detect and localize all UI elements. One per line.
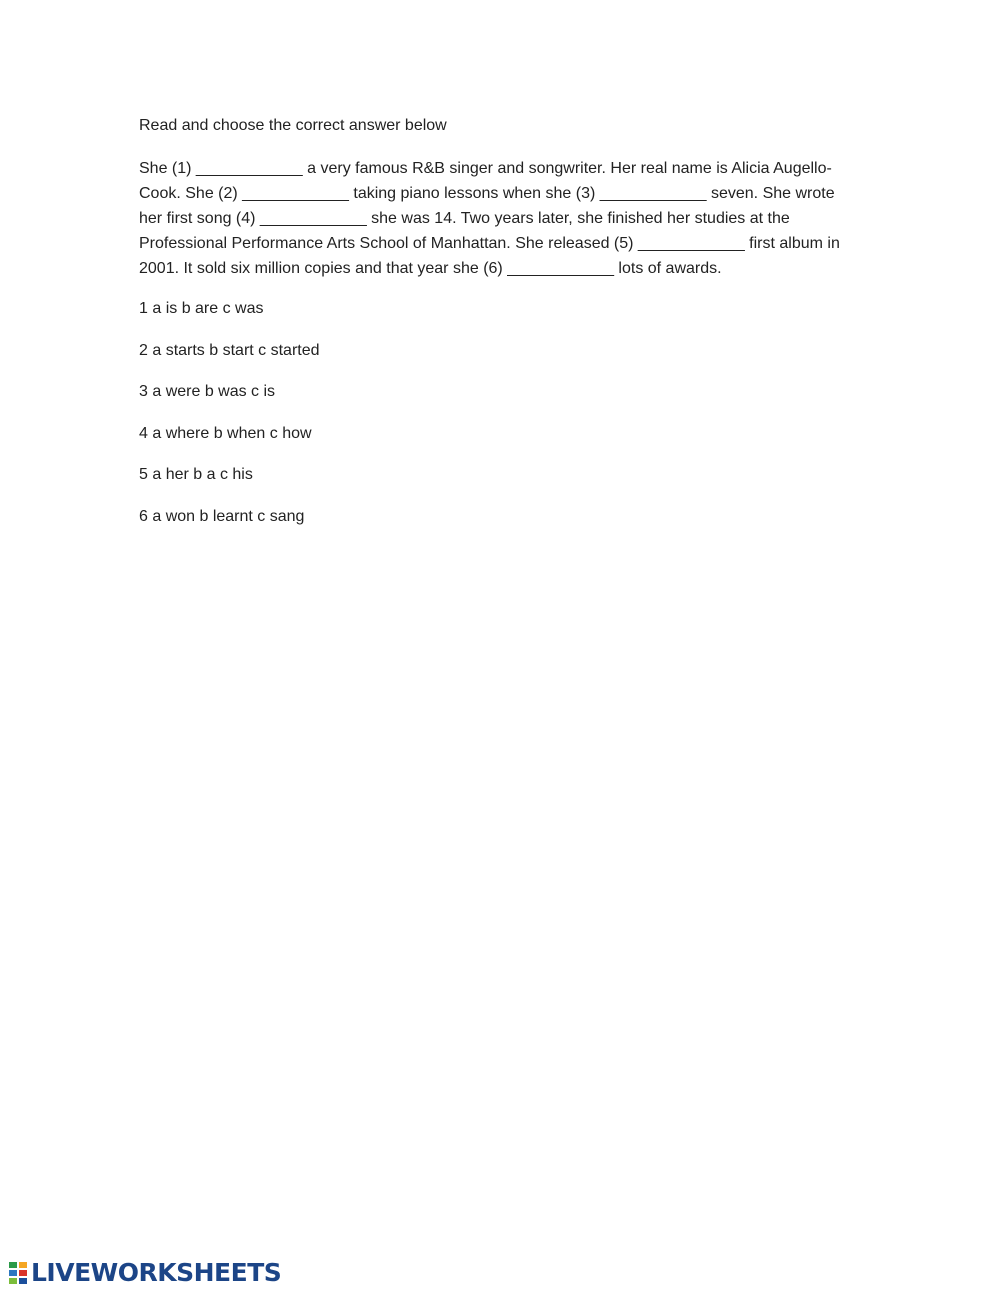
instruction-text: Read and choose the correct answer below <box>139 117 447 134</box>
passage-line: 2001. It sold six million copies and that year she (6) ____________ lots of awards. <box>139 260 722 277</box>
passage-line: She (1) ____________ a very famous R&B singer and songwriter. Her real name is Alicia Augello- <box>139 160 832 177</box>
liveworksheets-logo <box>8 1259 281 1287</box>
liveworksheets-logo-icon <box>8 1261 28 1285</box>
answer-option-3: 3 a were b was c is <box>139 383 276 400</box>
logo-wordmark: LIVEWORKSHEETS <box>31 1258 282 1287</box>
answer-option-5: 5 a her b a c his <box>139 466 253 483</box>
reading-passage <box>139 156 869 281</box>
answer-option-4: 4 a where b when c how <box>139 424 312 442</box>
answer-option-1: 1 a is b are c was <box>139 300 264 317</box>
answer-option-6: 6 a won b learnt c sang <box>139 507 305 525</box>
passage-line: Professional Performance Arts School of Manhattan. She released (5) ____________ first album in <box>139 235 840 252</box>
passage-line: Cook. She (2) ____________ taking piano lessons when she (3) ____________ seven. She wrote <box>139 185 835 202</box>
answer-options-list <box>139 298 320 547</box>
passage-line: her first song (4) ____________ she was 14. Two years later, she finished her studies at the <box>139 210 790 227</box>
answer-option-2: 2 a starts b start c started <box>139 341 320 359</box>
